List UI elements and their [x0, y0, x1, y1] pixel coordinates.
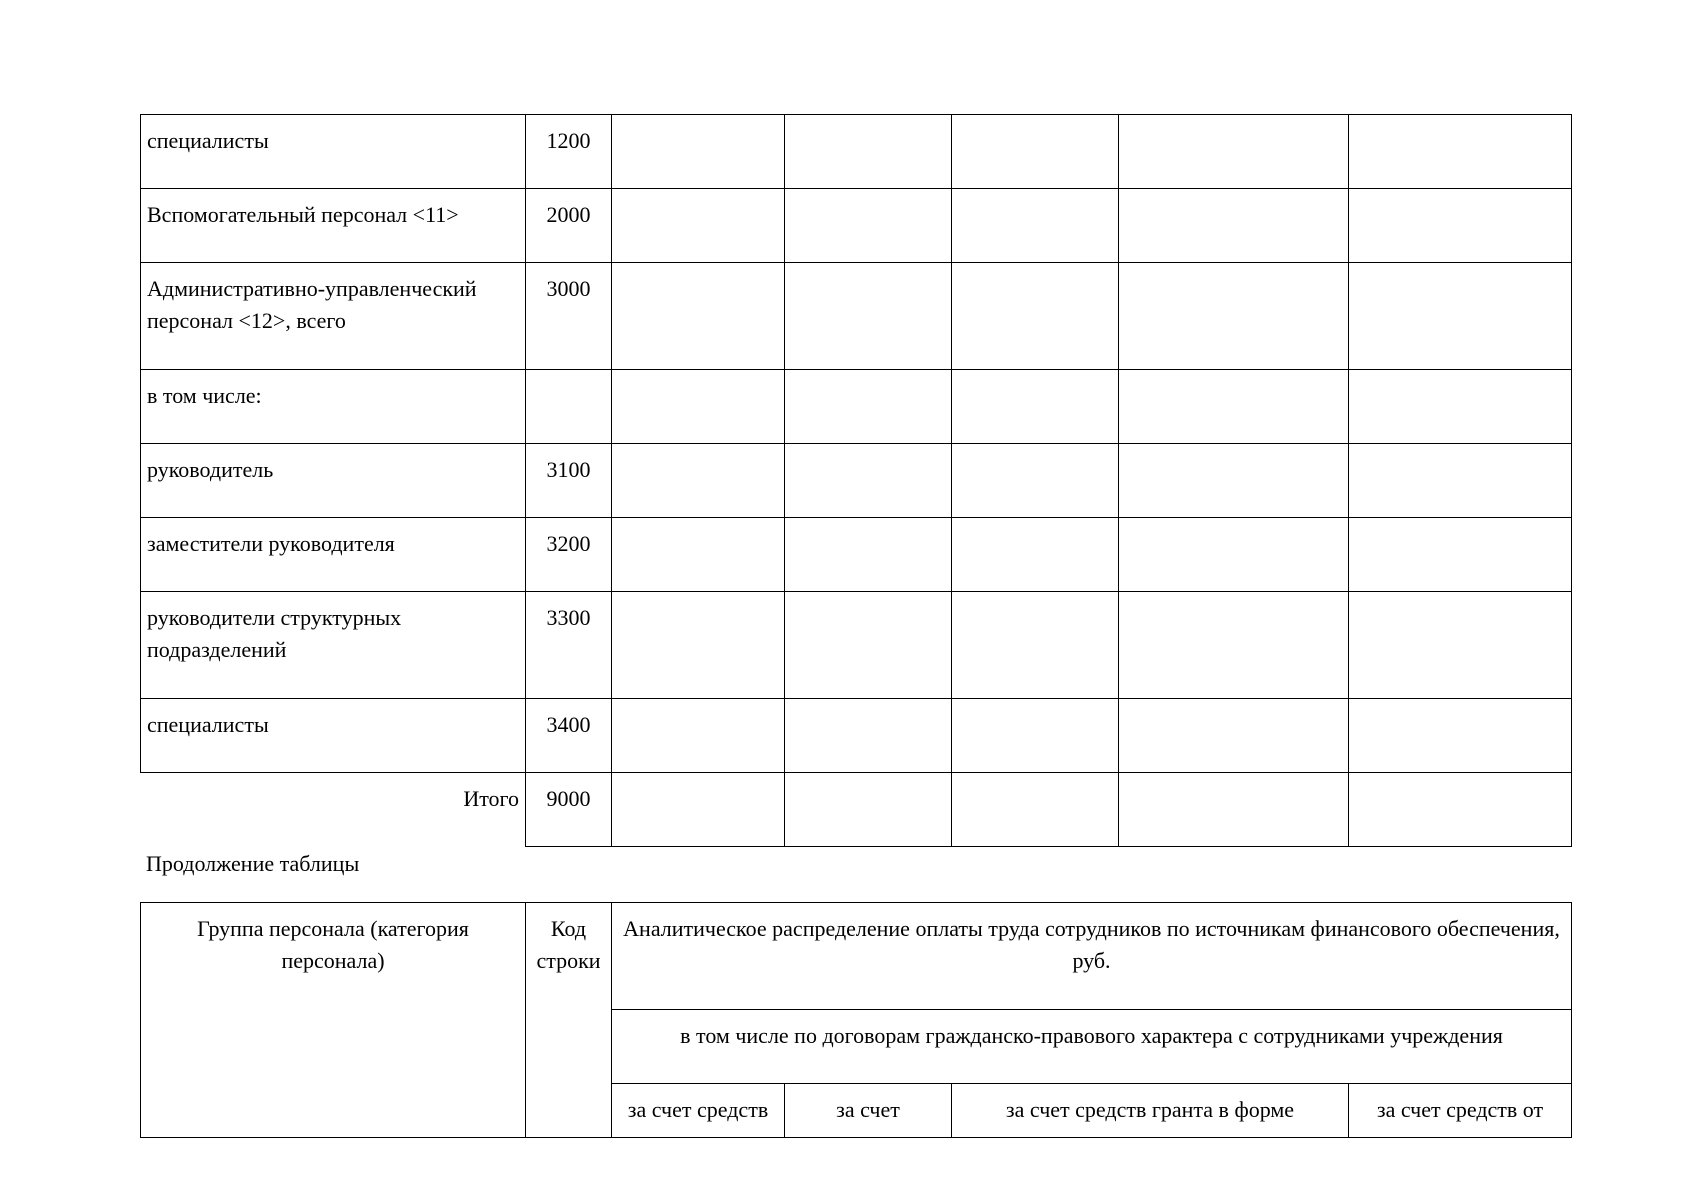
header-source: за счет [785, 1084, 952, 1138]
value-cell [1119, 592, 1349, 699]
row-code: 1200 [526, 115, 612, 189]
value-cell [1349, 444, 1572, 518]
header-group: Группа персонала (категория персонала) [141, 903, 526, 1138]
value-cell [612, 444, 785, 518]
row-code [526, 370, 612, 444]
value-cell [952, 444, 1119, 518]
header-civil-contracts: в том числе по договорам гражданско-правового характера с сотрудниками учреждения [612, 1010, 1572, 1084]
group-name: Административно-управленческий персонал <12>, всего [141, 263, 526, 370]
value-cell [785, 115, 952, 189]
group-name: в том числе: [141, 370, 526, 444]
table-row [141, 444, 1572, 518]
row-code: 3000 [526, 263, 612, 370]
group-name: специалисты [141, 699, 526, 773]
value-cell [1349, 699, 1572, 773]
value-cell [1119, 518, 1349, 592]
header-source: за счет средств [612, 1084, 785, 1138]
total-code: 9000 [526, 773, 612, 847]
value-cell [952, 370, 1119, 444]
value-cell [1119, 370, 1349, 444]
table-row [141, 189, 1572, 263]
table-row [141, 263, 1572, 370]
upper-table [140, 114, 1572, 847]
value-cell [1349, 263, 1572, 370]
value-cell [612, 189, 785, 263]
group-name: руководитель [141, 444, 526, 518]
value-cell [785, 370, 952, 444]
header-table [140, 902, 1572, 1138]
total-label: Итого [141, 773, 526, 847]
header-source: за счет средств гранта в форме [952, 1084, 1349, 1138]
continuation-label: Продолжение таблицы [146, 851, 360, 876]
group-name: заместители руководителя [141, 518, 526, 592]
value-cell [952, 699, 1119, 773]
value-cell [952, 518, 1119, 592]
table-row [141, 518, 1572, 592]
row-code: 3100 [526, 444, 612, 518]
value-cell [612, 699, 785, 773]
value-cell [1119, 263, 1349, 370]
table-row [141, 115, 1572, 189]
value-cell [785, 773, 952, 847]
row-code: 3200 [526, 518, 612, 592]
value-cell [785, 189, 952, 263]
value-cell [1349, 370, 1572, 444]
value-cell [1349, 518, 1572, 592]
value-cell [785, 699, 952, 773]
value-cell [612, 263, 785, 370]
value-cell [1119, 189, 1349, 263]
value-cell [785, 592, 952, 699]
value-cell [1119, 699, 1349, 773]
header-code: Код строки [526, 903, 612, 1138]
table-row [141, 699, 1572, 773]
value-cell [612, 518, 785, 592]
group-name: Вспомогательный персонал <11> [141, 189, 526, 263]
value-cell [952, 189, 1119, 263]
row-code: 3400 [526, 699, 612, 773]
group-name: специалисты [141, 115, 526, 189]
value-cell [1119, 115, 1349, 189]
value-cell [1349, 592, 1572, 699]
table-row [141, 592, 1572, 699]
value-cell [952, 592, 1119, 699]
row-code: 3300 [526, 592, 612, 699]
header-source: за счет средств от [1349, 1084, 1572, 1138]
value-cell [952, 115, 1119, 189]
value-cell [1349, 115, 1572, 189]
value-cell [1119, 773, 1349, 847]
value-cell [952, 263, 1119, 370]
row-code: 2000 [526, 189, 612, 263]
value-cell [612, 592, 785, 699]
table-row [141, 370, 1572, 444]
value-cell [952, 773, 1119, 847]
value-cell [1349, 773, 1572, 847]
value-cell [1119, 444, 1349, 518]
total-row [141, 773, 1572, 847]
value-cell [612, 773, 785, 847]
value-cell [785, 444, 952, 518]
value-cell [612, 370, 785, 444]
value-cell [1349, 189, 1572, 263]
value-cell [612, 115, 785, 189]
group-name: руководители структурных подразделений [141, 592, 526, 699]
header-distribution: Аналитическое распределение оплаты труда сотрудников по источникам финансового обеспечения, руб. [612, 903, 1572, 1010]
value-cell [785, 263, 952, 370]
value-cell [785, 518, 952, 592]
